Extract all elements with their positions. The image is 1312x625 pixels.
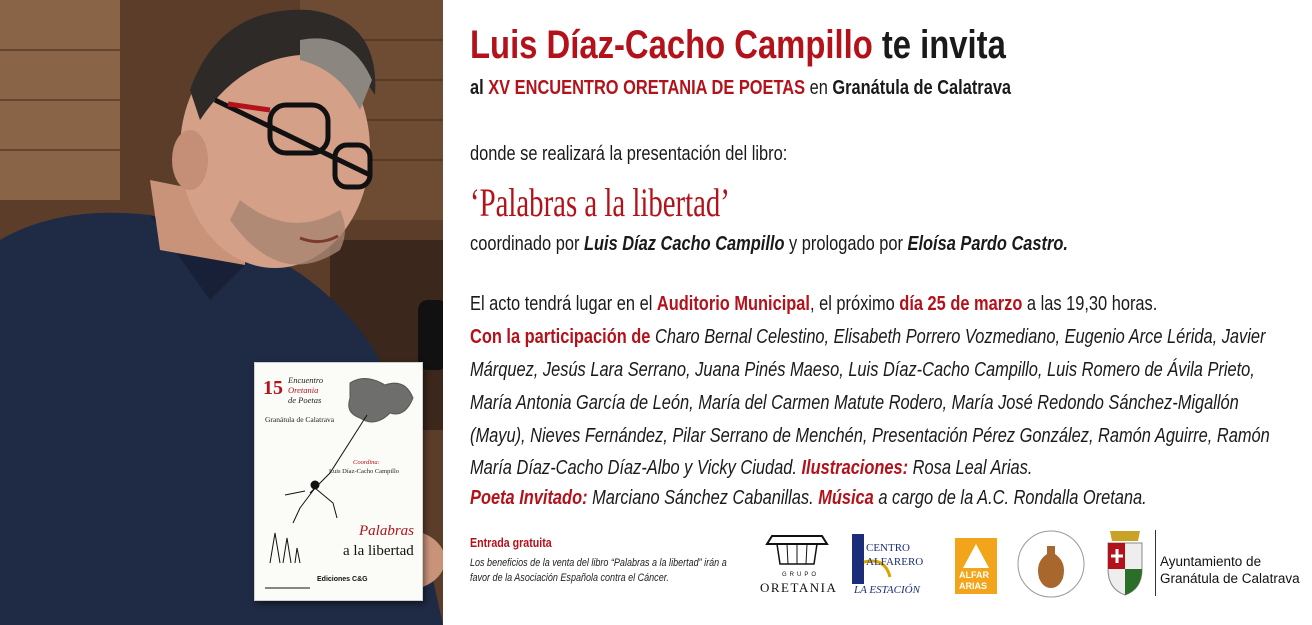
participants-1: Charo Bernal Celestino, Elisabeth Porrero Vozmediano, Eugenio Arce Lérida, Javier <box>654 326 1266 348</box>
coord-pre: coordinado por <box>470 233 580 255</box>
music-value: a cargo de la A.C. Rondalla Oretana. <box>878 487 1147 509</box>
cover-event <box>288 375 323 405</box>
illustrations-value: Rosa Leal Arias. <box>912 457 1033 479</box>
cover-line3: de Poetas <box>288 395 322 405</box>
participants-3: María Antonia García de León, María del Carmen Matute Rodero, María José Redondo Sánchez-Migallón <box>470 392 1239 414</box>
guest-music-line <box>470 486 1147 510</box>
details-lead: El acto tendrá lugar en el <box>470 293 653 315</box>
alfarero-line-2: ALFARERO <box>866 556 924 568</box>
event-prefix: al <box>470 77 484 99</box>
event-mid: en <box>809 77 828 99</box>
cover-number: 15 <box>263 377 283 399</box>
illustrations-label: Ilustraciones: <box>801 457 909 479</box>
cover-coord-label: Coordina: <box>353 459 380 466</box>
alfarero-line-3: LA ESTACIÓN <box>854 584 920 596</box>
intro-text: donde se realizará la presentación del libro: <box>470 143 788 165</box>
cover-coord-name: Luis Díaz-Cacho Campillo <box>329 468 400 475</box>
ayuntamiento <box>1160 553 1300 587</box>
guest-value: Marciano Sánchez Cabanillas. <box>592 487 814 509</box>
event-name: XV ENCUENTRO ORETANIA DE POETAS <box>488 77 806 99</box>
music-label: Música <box>818 487 874 509</box>
host-name: Luis Díaz-Cacho Campillo <box>470 23 873 67</box>
alfarero-line-1: CENTRO <box>866 542 910 554</box>
coord-mid: y prologado por <box>789 233 903 255</box>
divider <box>1155 530 1156 596</box>
grupo-oretania-logo <box>752 528 842 598</box>
event-line <box>470 76 1011 100</box>
book-cover <box>254 362 423 601</box>
oretania-small: GRUPO <box>782 572 820 578</box>
participation-line-5 <box>470 456 1032 480</box>
rondalla-icon <box>1015 528 1087 600</box>
arias-line-1: ALFAR <box>959 570 989 580</box>
benefit-note <box>470 556 727 586</box>
prologue-name: Eloísa Pardo Castro. <box>907 233 1068 255</box>
ayuntamiento-line-1: Ayuntamiento de <box>1160 554 1262 569</box>
event-date: día 25 de marzo <box>899 293 1023 315</box>
arias-icon <box>955 540 997 572</box>
participants-4: (Mayu), Nieves Fernández, Pilar Serrano de Menchén, Presentación Pérez González, Ramón Aguirre, Ramón <box>470 425 1270 447</box>
book-title: ‘Palabras a la libertad’ <box>470 180 730 225</box>
participants-2: Márquez, Jesús Lara Serrano, Juana Pinés Maeso, Luis Díaz-Cacho Campillo, Luis Romero de Ávila Prieto, <box>470 359 1255 381</box>
coordination-line <box>470 232 1068 256</box>
cover-town: Granátula de Calatrava <box>265 415 335 424</box>
venue: Auditorio Municipal <box>656 293 810 315</box>
oretania-text: ORETANIA <box>760 580 838 595</box>
benefit-line-1: Los beneficios de la venta del libro “Palabras a la libertad” irán a <box>470 557 727 569</box>
participants-5: María Díaz-Cacho Díaz-Albo y Vicky Ciudad. <box>470 457 797 479</box>
cover-line1: Encuentro <box>288 375 324 385</box>
cover-line2: Oretania <box>288 385 319 395</box>
crest-icon <box>1100 527 1150 597</box>
coordinator-name: Luis Díaz Cacho Campillo <box>583 233 785 255</box>
cover-title-1: Palabras <box>359 523 415 539</box>
free-entry: Entrada gratuita <box>470 535 552 550</box>
benefit-line-2: favor de la Asociación Española contra el Cáncer. <box>470 572 669 584</box>
arias-line-2: ARIAS <box>959 581 988 591</box>
poet-photo <box>0 0 443 625</box>
cover-title-2: a la libertad <box>343 543 414 559</box>
event-time: a las 19,30 horas. <box>1026 293 1158 315</box>
cover-publisher: Ediciones C&G <box>317 576 368 583</box>
participation-label: Con la participación de <box>470 326 651 348</box>
details-mid: , el próximo <box>809 293 895 315</box>
ayuntamiento-line-2: Granátula de Calatrava <box>1160 571 1300 586</box>
event-place: Granátula de Calatrava <box>832 77 1012 99</box>
alfar-arias-logo <box>955 538 997 594</box>
guest-label: Poeta Invitado: <box>470 487 588 509</box>
rondalla-logo <box>1015 528 1087 600</box>
town-crest <box>1100 527 1150 597</box>
details-line <box>470 292 1157 316</box>
host-suffix: te invita <box>881 23 1006 67</box>
centro-alfarero-logo <box>850 532 945 598</box>
invitation-heading <box>470 22 1006 68</box>
participation-line-1 <box>470 325 1265 349</box>
